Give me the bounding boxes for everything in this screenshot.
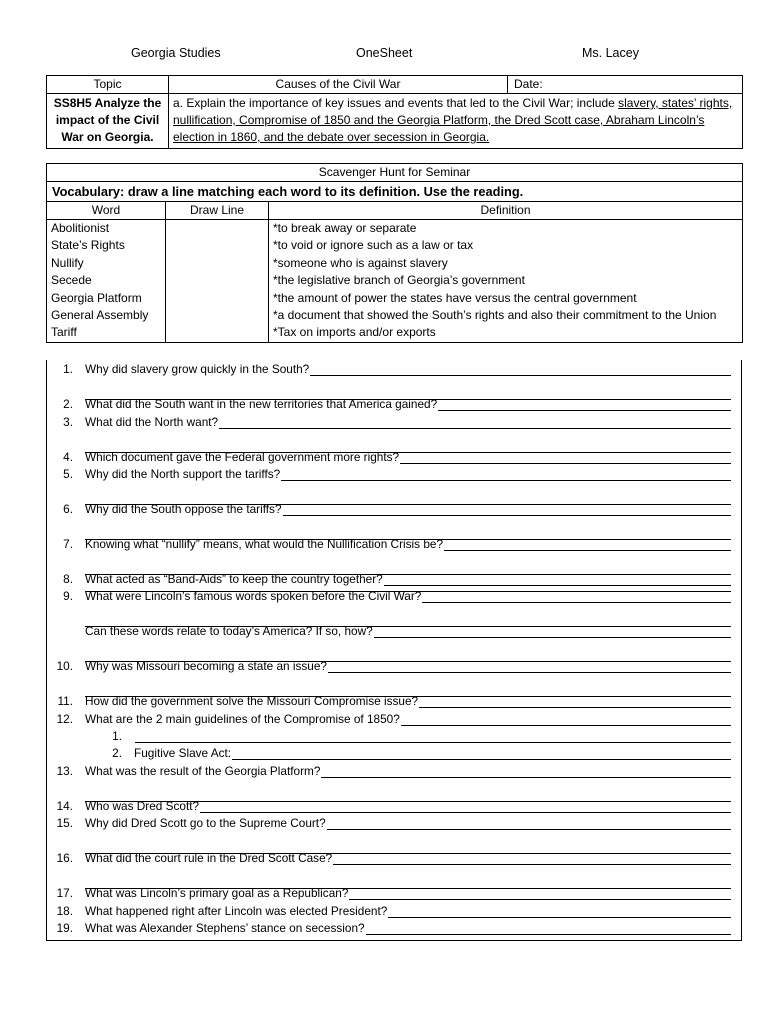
answer-blank[interactable] <box>388 917 731 918</box>
answer-blank[interactable] <box>422 602 731 603</box>
question-13: 13. What was the result of the Georgia Platform? <box>56 764 321 778</box>
draw-line-area[interactable] <box>166 220 269 343</box>
question-4: 4. Which document gave the Federal government more rights? <box>63 450 400 464</box>
scavenger-hunt-table <box>46 163 743 343</box>
teacher-label: Ms. Lacey <box>582 46 639 60</box>
vocab-word: State’s Rights <box>51 238 125 253</box>
answer-blank[interactable] <box>444 550 731 551</box>
topic-label: Topic <box>47 76 169 94</box>
vocab-word: Abolitionist <box>51 221 110 235</box>
answer-blank[interactable] <box>219 428 731 429</box>
answer-blank[interactable] <box>401 725 731 726</box>
standard-intro: a. Explain the importance of key issues and events that led to the Civil War; include <box>173 96 619 110</box>
question-18: 18. What happened right after Lincoln was elected President? <box>56 904 388 918</box>
question-12: 12. What are the 2 main guidelines of the Compromise of 1850? <box>56 712 400 726</box>
answer-blank[interactable] <box>374 637 731 638</box>
answer-blank[interactable] <box>327 829 731 830</box>
vocab-word: Nullify <box>51 255 84 270</box>
question-7: 7. Knowing what “nullify” means, what would the Nullification Crisis be? <box>63 537 444 551</box>
answer-blank[interactable] <box>384 585 731 586</box>
answer-blank[interactable] <box>366 934 731 935</box>
question-12-item-2: 2. Fugitive Slave Act: <box>112 746 232 760</box>
definition-list <box>269 220 743 343</box>
col-word-header: Word <box>47 202 166 220</box>
answer-blank[interactable] <box>85 539 731 540</box>
answer-blank[interactable] <box>281 480 731 481</box>
question-10: 10. Why was Missouri becoming a state an issue? <box>56 659 327 673</box>
answer-blank[interactable] <box>419 707 731 708</box>
vocab-definition: *a document that showed the South’s rights and also their commitment to the Union <box>273 308 717 323</box>
answer-blank[interactable] <box>400 463 731 464</box>
question-3: 3. What did the North want? <box>63 415 219 429</box>
answer-blank[interactable] <box>85 591 731 592</box>
page-header <box>0 46 768 64</box>
vocab-instruction: Vocabulary: draw a line matching each word to its definition. Use the reading. <box>47 182 743 202</box>
answer-blank[interactable] <box>200 812 731 813</box>
answer-blank[interactable] <box>85 801 731 802</box>
topic-table <box>46 75 743 149</box>
col-draw-header: Draw Line <box>166 202 269 220</box>
question-5: 5. Why did the North support the tariffs? <box>63 467 281 481</box>
vocab-definition: *the legislative branch of Georgia’s government <box>273 273 525 288</box>
vocab-definition: *Tax on imports and/or exports <box>273 325 436 340</box>
answer-blank[interactable] <box>135 742 731 743</box>
answer-blank[interactable] <box>85 661 731 662</box>
vocab-word: Georgia Platform <box>51 290 142 305</box>
hunt-title: Scavenger Hunt for Seminar <box>47 164 743 182</box>
answer-blank[interactable] <box>85 452 731 453</box>
question-17: 17. What was Lincoln’s primary goal as a Republican? <box>56 886 349 900</box>
vocab-word: General Assembly <box>51 308 149 323</box>
answer-blank[interactable] <box>85 626 731 627</box>
answer-blank[interactable] <box>85 574 731 575</box>
questions-section <box>46 360 742 941</box>
document-label: OneSheet <box>356 46 413 60</box>
col-definition-header: Definition <box>269 202 743 220</box>
vocab-word: Tariff <box>51 325 77 340</box>
answer-blank[interactable] <box>85 696 731 697</box>
topic-value: Causes of the Civil War <box>169 76 508 94</box>
question-11: 11. How did the government solve the Missouri Compromise issue? <box>57 694 419 708</box>
question-12-item-1: 1. <box>112 729 122 743</box>
question-9-followup: Can these words relate to today’s America? If so, how? <box>85 624 373 638</box>
answer-blank[interactable] <box>85 853 731 854</box>
question-16: 16. What did the court rule in the Dred Scott Case? <box>56 851 333 865</box>
standard-description <box>169 94 743 149</box>
vocab-definition: *the amount of power the states have versus the central government <box>273 290 637 305</box>
answer-blank[interactable] <box>85 504 731 505</box>
standard-key-topics: slavery, states’ rights, nullification, Compromise of 1850 and the Georgia Platform, the Dred Scott case, Abraham Lincoln’s election in 1860, and the debate over secession in Georgia. <box>173 96 733 144</box>
answer-blank[interactable] <box>232 759 731 760</box>
subject-label: Georgia Studies <box>131 46 221 60</box>
answer-blank[interactable] <box>321 777 731 778</box>
question-8: 8. What acted as “Band-Aids” to keep the country together? <box>63 572 383 586</box>
question-19: 19. What was Alexander Stephens’ stance on secession? <box>56 921 365 935</box>
answer-blank[interactable] <box>310 375 731 376</box>
answer-blank[interactable] <box>283 515 731 516</box>
question-9: 9. What were Lincoln’s famous words spoken before the Civil War? <box>63 589 422 603</box>
date-field[interactable]: Date: <box>508 76 743 94</box>
answer-blank[interactable] <box>349 899 731 900</box>
question-15: 15. Why did Dred Scott go to the Supreme Court? <box>56 816 326 830</box>
vocab-definition: *someone who is against slavery <box>273 255 448 270</box>
word-list <box>47 220 166 343</box>
answer-blank[interactable] <box>85 399 731 400</box>
question-14: 14. Who was Dred Scott? <box>56 799 200 813</box>
vocab-definition: *to break away or separate <box>273 221 417 235</box>
answer-blank[interactable] <box>85 888 731 889</box>
question-1: 1. Why did slavery grow quickly in the South? <box>63 362 310 376</box>
standard-code: SS8H5 Analyze the impact of the Civil War on Georgia. <box>47 94 169 149</box>
question-2: 2. What did the South want in the new territories that America gained? <box>63 397 438 411</box>
vocab-definition: *to void or ignore such as a law or tax <box>273 238 474 253</box>
question-6: 6. Why did the South oppose the tariffs? <box>63 502 282 516</box>
answer-blank[interactable] <box>333 864 731 865</box>
vocab-word: Secede <box>51 273 92 288</box>
answer-blank[interactable] <box>328 672 731 673</box>
answer-blank[interactable] <box>438 410 731 411</box>
